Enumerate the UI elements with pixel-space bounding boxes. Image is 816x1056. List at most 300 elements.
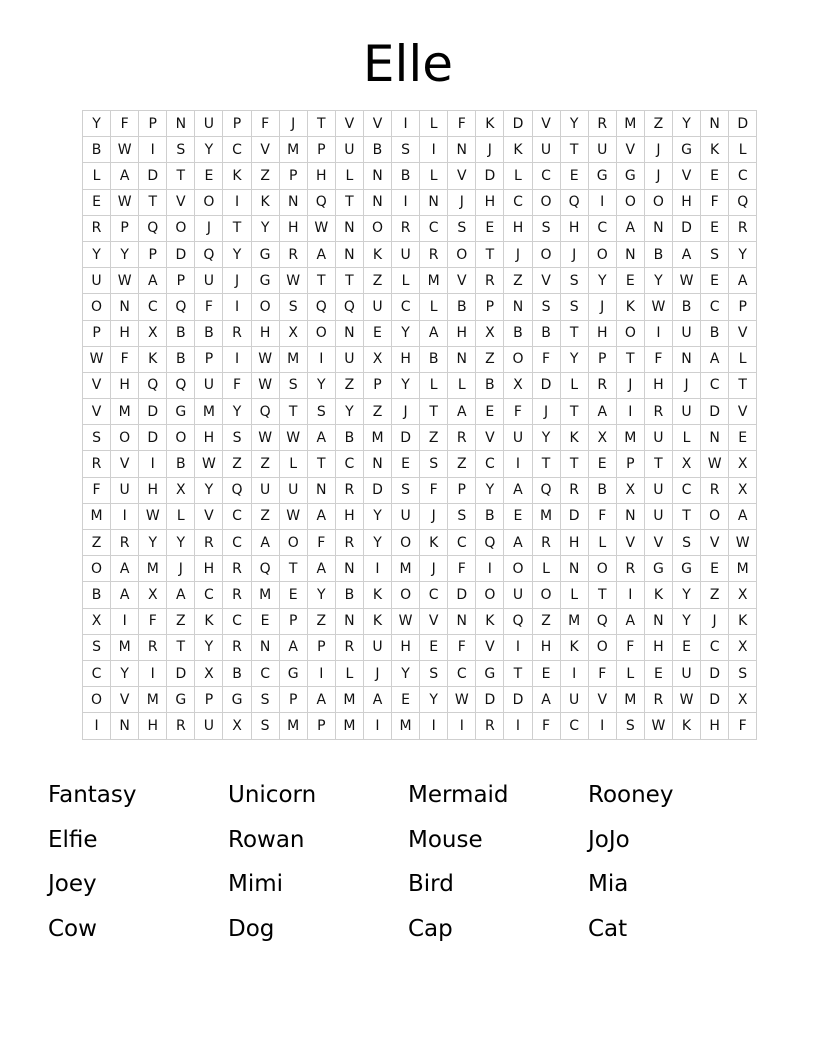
grid-cell: W: [701, 451, 729, 477]
grid-cell: L: [560, 582, 588, 608]
grid-cell: A: [167, 582, 195, 608]
grid-cell: D: [448, 582, 476, 608]
grid-cell: L: [672, 425, 700, 451]
grid-cell: G: [616, 163, 644, 189]
grid-cell: A: [307, 503, 335, 529]
grid-cell: H: [195, 556, 223, 582]
grid-cell: V: [83, 399, 111, 425]
grid-cell: L: [532, 556, 560, 582]
grid-cell: F: [139, 608, 167, 634]
grid-cell: D: [139, 425, 167, 451]
grid-cell: R: [83, 451, 111, 477]
grid-cell: I: [223, 294, 251, 320]
grid-cell: L: [420, 111, 448, 137]
grid-cell: M: [279, 137, 307, 163]
grid-cell: D: [504, 687, 532, 713]
grid-cell: M: [616, 687, 644, 713]
grid-cell: Z: [448, 451, 476, 477]
grid-cell: O: [532, 241, 560, 267]
grid-cell: M: [111, 399, 139, 425]
grid-cell: C: [476, 451, 504, 477]
page-title: Elle: [362, 35, 454, 93]
grid-cell: O: [195, 189, 223, 215]
grid-cell: M: [532, 503, 560, 529]
grid-cell: H: [111, 372, 139, 398]
grid-cell: M: [139, 687, 167, 713]
grid-cell: N: [363, 163, 391, 189]
grid-cell: N: [560, 556, 588, 582]
grid-cell: U: [251, 477, 279, 503]
grid-cell: I: [111, 608, 139, 634]
grid-cell: U: [644, 477, 672, 503]
word-list-item: Fantasy: [48, 782, 137, 808]
grid-cell: T: [307, 451, 335, 477]
grid-cell: C: [701, 634, 729, 660]
grid-cell: Q: [251, 556, 279, 582]
grid-cell: G: [476, 660, 504, 686]
grid-cell: P: [195, 687, 223, 713]
grid-row: [83, 687, 757, 713]
word-list-item: Rowan: [228, 826, 305, 853]
grid-cell: H: [139, 477, 167, 503]
grid-cell: F: [588, 660, 616, 686]
grid-cell: T: [729, 372, 757, 398]
grid-cell: H: [195, 425, 223, 451]
grid-cell: J: [701, 608, 729, 634]
grid-cell: X: [139, 320, 167, 346]
grid-cell: Z: [223, 451, 251, 477]
grid-cell: J: [279, 111, 307, 137]
grid-row: [83, 294, 757, 320]
grid-cell: E: [588, 451, 616, 477]
grid-cell: S: [701, 241, 729, 267]
grid-cell: Z: [251, 163, 279, 189]
grid-cell: Q: [476, 530, 504, 556]
grid-cell: S: [83, 634, 111, 660]
grid-cell: K: [420, 530, 448, 556]
grid-cell: R: [335, 634, 363, 660]
grid-cell: A: [532, 687, 560, 713]
grid-cell: X: [729, 451, 757, 477]
grid-cell: I: [223, 346, 251, 372]
grid-cell: E: [251, 608, 279, 634]
grid-cell: L: [616, 660, 644, 686]
grid-cell: H: [560, 215, 588, 241]
grid-cell: T: [335, 268, 363, 294]
grid-cell: E: [729, 425, 757, 451]
grid-cell: F: [448, 111, 476, 137]
grid-cell: U: [195, 268, 223, 294]
grid-cell: D: [167, 241, 195, 267]
grid-cell: Z: [251, 451, 279, 477]
grid-cell: R: [392, 215, 420, 241]
grid-cell: H: [476, 189, 504, 215]
grid-cell: Y: [223, 241, 251, 267]
grid-cell: D: [167, 660, 195, 686]
grid-cell: J: [448, 189, 476, 215]
grid-cell: H: [279, 215, 307, 241]
grid-cell: U: [532, 137, 560, 163]
grid-cell: P: [223, 111, 251, 137]
grid-cell: W: [111, 137, 139, 163]
grid-cell: M: [279, 346, 307, 372]
grid-cell: V: [251, 137, 279, 163]
grid-cell: M: [392, 556, 420, 582]
grid-cell: M: [251, 582, 279, 608]
grid-cell: N: [279, 189, 307, 215]
grid-cell: R: [532, 530, 560, 556]
grid-cell: V: [195, 503, 223, 529]
grid-cell: Y: [392, 372, 420, 398]
grid-cell: M: [392, 713, 420, 739]
grid-cell: F: [616, 634, 644, 660]
grid-cell: C: [729, 163, 757, 189]
grid-cell: V: [448, 163, 476, 189]
grid-cell: E: [701, 215, 729, 241]
grid-cell: J: [588, 294, 616, 320]
grid-cell: H: [251, 320, 279, 346]
grid-row: [83, 372, 757, 398]
word-list-item: Cat: [588, 915, 628, 942]
grid-cell: B: [83, 137, 111, 163]
grid-cell: X: [729, 477, 757, 503]
grid-cell: U: [83, 268, 111, 294]
grid-cell: R: [476, 713, 504, 739]
grid-cell: Y: [420, 687, 448, 713]
grid-cell: A: [504, 477, 532, 503]
grid-cell: P: [476, 294, 504, 320]
grid-row: [83, 215, 757, 241]
grid-cell: W: [279, 268, 307, 294]
grid-cell: H: [532, 634, 560, 660]
grid-cell: D: [560, 503, 588, 529]
grid-cell: I: [392, 111, 420, 137]
grid-cell: E: [476, 215, 504, 241]
grid-cell: A: [307, 425, 335, 451]
grid-cell: G: [279, 660, 307, 686]
grid-cell: D: [532, 372, 560, 398]
grid-cell: O: [83, 294, 111, 320]
grid-cell: T: [560, 399, 588, 425]
grid-cell: C: [588, 215, 616, 241]
grid-cell: U: [363, 634, 391, 660]
grid-cell: C: [195, 582, 223, 608]
grid-cell: O: [476, 582, 504, 608]
grid-cell: Y: [392, 660, 420, 686]
grid-cell: W: [83, 346, 111, 372]
grid-cell: K: [616, 294, 644, 320]
grid-cell: S: [279, 372, 307, 398]
grid-cell: L: [167, 503, 195, 529]
grid-row: [83, 608, 757, 634]
grid-cell: U: [672, 320, 700, 346]
grid-cell: Y: [532, 425, 560, 451]
grid-cell: O: [504, 556, 532, 582]
grid-cell: V: [167, 189, 195, 215]
grid-cell: U: [392, 241, 420, 267]
grid-cell: V: [448, 268, 476, 294]
grid-cell: P: [195, 346, 223, 372]
grid-cell: H: [139, 713, 167, 739]
grid-cell: H: [392, 634, 420, 660]
grid-cell: J: [476, 137, 504, 163]
grid-cell: A: [139, 268, 167, 294]
grid-cell: U: [111, 477, 139, 503]
grid-cell: B: [223, 660, 251, 686]
grid-cell: Y: [139, 530, 167, 556]
grid-cell: M: [363, 425, 391, 451]
grid-cell: O: [588, 634, 616, 660]
grid-cell: X: [195, 660, 223, 686]
grid-cell: C: [223, 503, 251, 529]
grid-cell: I: [420, 713, 448, 739]
grid-cell: N: [335, 320, 363, 346]
grid-cell: C: [392, 294, 420, 320]
grid-cell: K: [672, 713, 700, 739]
grid-cell: V: [729, 320, 757, 346]
grid-cell: C: [223, 530, 251, 556]
grid-cell: T: [616, 346, 644, 372]
grid-cell: C: [504, 189, 532, 215]
grid-cell: U: [672, 660, 700, 686]
grid-cell: K: [363, 582, 391, 608]
grid-cell: C: [532, 163, 560, 189]
grid-cell: P: [279, 608, 307, 634]
grid-cell: X: [167, 477, 195, 503]
grid-cell: O: [701, 503, 729, 529]
grid-cell: E: [701, 556, 729, 582]
grid-cell: N: [448, 608, 476, 634]
grid-cell: S: [223, 425, 251, 451]
grid-cell: I: [588, 713, 616, 739]
grid-cell: O: [532, 582, 560, 608]
grid-cell: R: [223, 582, 251, 608]
grid-cell: O: [392, 530, 420, 556]
grid-cell: P: [139, 241, 167, 267]
grid-cell: B: [476, 503, 504, 529]
grid-cell: M: [195, 399, 223, 425]
grid-cell: Z: [83, 530, 111, 556]
grid-cell: V: [532, 268, 560, 294]
grid-cell: G: [251, 268, 279, 294]
grid-cell: G: [251, 241, 279, 267]
grid-cell: N: [448, 137, 476, 163]
grid-cell: E: [279, 582, 307, 608]
grid-cell: J: [167, 556, 195, 582]
grid-cell: T: [420, 399, 448, 425]
grid-cell: R: [279, 241, 307, 267]
grid-cell: B: [532, 320, 560, 346]
grid-cell: K: [729, 608, 757, 634]
grid-cell: W: [644, 294, 672, 320]
grid-cell: J: [392, 399, 420, 425]
grid-cell: Y: [729, 241, 757, 267]
grid-cell: I: [111, 503, 139, 529]
grid-cell: P: [729, 294, 757, 320]
grid-cell: Q: [251, 399, 279, 425]
grid-cell: X: [476, 320, 504, 346]
grid-cell: B: [644, 241, 672, 267]
grid-cell: V: [588, 687, 616, 713]
word-list-item: Bird: [408, 871, 454, 897]
grid-cell: I: [504, 634, 532, 660]
grid-row: [83, 477, 757, 503]
grid-cell: A: [616, 215, 644, 241]
grid-cell: Y: [476, 477, 504, 503]
grid-cell: L: [83, 163, 111, 189]
grid-cell: Z: [701, 582, 729, 608]
grid-cell: U: [560, 687, 588, 713]
grid-cell: O: [588, 556, 616, 582]
grid-cell: B: [335, 425, 363, 451]
grid-cell: R: [644, 687, 672, 713]
grid-cell: N: [420, 189, 448, 215]
grid-cell: O: [167, 215, 195, 241]
grid-cell: E: [476, 399, 504, 425]
grid-cell: F: [729, 713, 757, 739]
grid-cell: T: [335, 189, 363, 215]
grid-cell: J: [420, 503, 448, 529]
grid-cell: O: [363, 215, 391, 241]
grid-cell: V: [729, 399, 757, 425]
grid-cell: Z: [307, 608, 335, 634]
word-list-item: Rooney: [588, 782, 674, 808]
grid-cell: A: [251, 530, 279, 556]
grid-cell: Y: [672, 582, 700, 608]
grid-cell: B: [167, 320, 195, 346]
grid-cell: I: [420, 137, 448, 163]
grid-cell: M: [139, 556, 167, 582]
grid-cell: C: [335, 451, 363, 477]
grid-cell: S: [420, 660, 448, 686]
grid-cell: S: [672, 530, 700, 556]
grid-cell: O: [83, 687, 111, 713]
grid-cell: Z: [363, 399, 391, 425]
grid-cell: Z: [644, 111, 672, 137]
grid-cell: N: [504, 294, 532, 320]
grid-cell: Y: [588, 268, 616, 294]
grid-cell: Y: [644, 268, 672, 294]
grid-cell: G: [167, 399, 195, 425]
grid-cell: Y: [392, 320, 420, 346]
grid-cell: F: [532, 346, 560, 372]
word-list-item: Joey: [48, 871, 97, 897]
grid-cell: V: [616, 530, 644, 556]
grid-cell: I: [363, 713, 391, 739]
grid-cell: U: [672, 399, 700, 425]
grid-cell: X: [672, 451, 700, 477]
grid-row: [83, 268, 757, 294]
grid-cell: C: [701, 372, 729, 398]
grid-cell: H: [672, 189, 700, 215]
grid-cell: K: [363, 608, 391, 634]
grid-cell: E: [532, 660, 560, 686]
grid-cell: T: [279, 399, 307, 425]
grid-cell: I: [307, 346, 335, 372]
grid-cell: R: [335, 530, 363, 556]
grid-cell: S: [167, 137, 195, 163]
grid-cell: G: [672, 556, 700, 582]
grid-cell: W: [279, 425, 307, 451]
grid-cell: I: [616, 582, 644, 608]
grid-cell: L: [335, 163, 363, 189]
grid-cell: W: [644, 713, 672, 739]
grid-cell: R: [729, 215, 757, 241]
grid-cell: Y: [83, 111, 111, 137]
grid-cell: J: [223, 268, 251, 294]
grid-cell: H: [644, 372, 672, 398]
grid-cell: L: [729, 137, 757, 163]
word-list-item: Cow: [48, 915, 97, 942]
grid-cell: O: [644, 189, 672, 215]
grid-cell: O: [279, 530, 307, 556]
grid-cell: M: [616, 111, 644, 137]
grid-cell: L: [335, 660, 363, 686]
grid-cell: K: [560, 634, 588, 660]
grid-cell: D: [476, 163, 504, 189]
grid-cell: Y: [251, 215, 279, 241]
word-bank: [48, 778, 768, 956]
grid-cell: Q: [167, 372, 195, 398]
word-list-item: Cap: [408, 915, 453, 942]
grid-cell: L: [392, 268, 420, 294]
word-search-grid: [82, 110, 757, 740]
grid-cell: P: [167, 268, 195, 294]
grid-cell: W: [672, 268, 700, 294]
grid-cell: D: [701, 687, 729, 713]
grid-cell: T: [532, 451, 560, 477]
grid-cell: W: [111, 268, 139, 294]
grid-cell: P: [279, 163, 307, 189]
grid-cell: X: [729, 582, 757, 608]
grid-cell: V: [83, 372, 111, 398]
grid-cell: X: [729, 634, 757, 660]
grid-cell: K: [139, 346, 167, 372]
grid-cell: N: [167, 111, 195, 137]
grid-cell: H: [644, 634, 672, 660]
grid-cell: S: [392, 477, 420, 503]
grid-cell: B: [167, 451, 195, 477]
word-list-item: JoJo: [588, 826, 630, 853]
grid-row: [83, 425, 757, 451]
grid-cell: A: [111, 163, 139, 189]
grid-cell: S: [448, 503, 476, 529]
grid-cell: Y: [363, 530, 391, 556]
grid-cell: S: [616, 713, 644, 739]
grid-cell: S: [560, 268, 588, 294]
grid-cell: T: [139, 189, 167, 215]
grid-cell: X: [139, 582, 167, 608]
grid-cell: N: [672, 346, 700, 372]
grid-cell: U: [335, 346, 363, 372]
grid-cell: Y: [195, 634, 223, 660]
grid-cell: V: [672, 163, 700, 189]
grid-cell: D: [701, 660, 729, 686]
grid-row: [83, 634, 757, 660]
grid-cell: A: [111, 556, 139, 582]
grid-cell: O: [83, 556, 111, 582]
grid-cell: G: [644, 556, 672, 582]
grid-cell: A: [588, 399, 616, 425]
grid-cell: B: [335, 582, 363, 608]
word-list-item: Mermaid: [408, 782, 509, 808]
grid-cell: X: [223, 713, 251, 739]
grid-row: [83, 530, 757, 556]
grid-cell: T: [307, 268, 335, 294]
grid-cell: G: [167, 687, 195, 713]
grid-row: [83, 660, 757, 686]
grid-cell: I: [139, 451, 167, 477]
